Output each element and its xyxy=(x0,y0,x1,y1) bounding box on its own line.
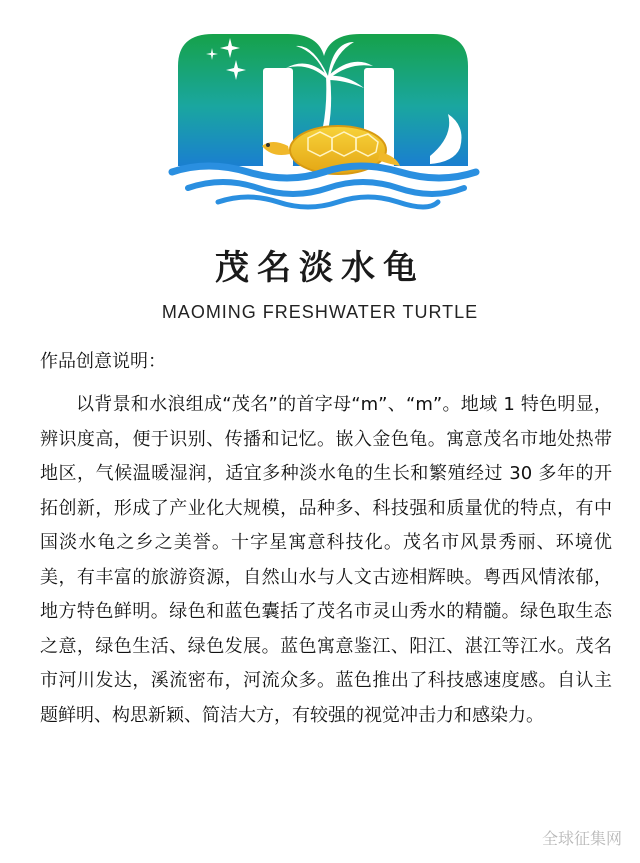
wave-icon xyxy=(172,166,476,207)
logo-title-english: MAOMING FRESHWATER TURTLE xyxy=(161,302,479,322)
description-heading: 作品创意说明： xyxy=(40,351,166,372)
description-body: 以背景和水浪组成“茂名”的首字母“m”、“m”。地域 1 特色明显，辨识度高，便于识别、传播和记忆。嵌入金色龟。寓意茂名市地处热带地区，气候温暖湿润，适宜多种淡水龟的生长和繁殖经过 30 多年的开拓创新，形成了产业化大规模，品种多、科技强和质量优的特点，有中国淡水龟之乡之美誉。十字星寓意科技化。茂名市风景秀丽、环境优美，有丰富的旅游资源，自然山水与人文古迹相辉映。粤西风情浓郁，地方特色鲜明。绿色和蓝色囊括了茂名市灵山秀水的精髓。绿色取生态之意，绿色生活、绿色发展。蓝色寓意鉴江、阳江、湛江等江水。茂名市河川发达，溪流密布，河流众多。蓝色推出了科技感速度感。自认主题鲜明、构思新颖、简洁大方，有较强的视觉冲击力和感染力。 xyxy=(40,394,612,726)
watermark: 全球征集网 xyxy=(541,829,622,848)
logo-title-chinese: 茂名淡水龟 xyxy=(215,248,425,288)
maoming-turtle-logo xyxy=(168,26,480,212)
